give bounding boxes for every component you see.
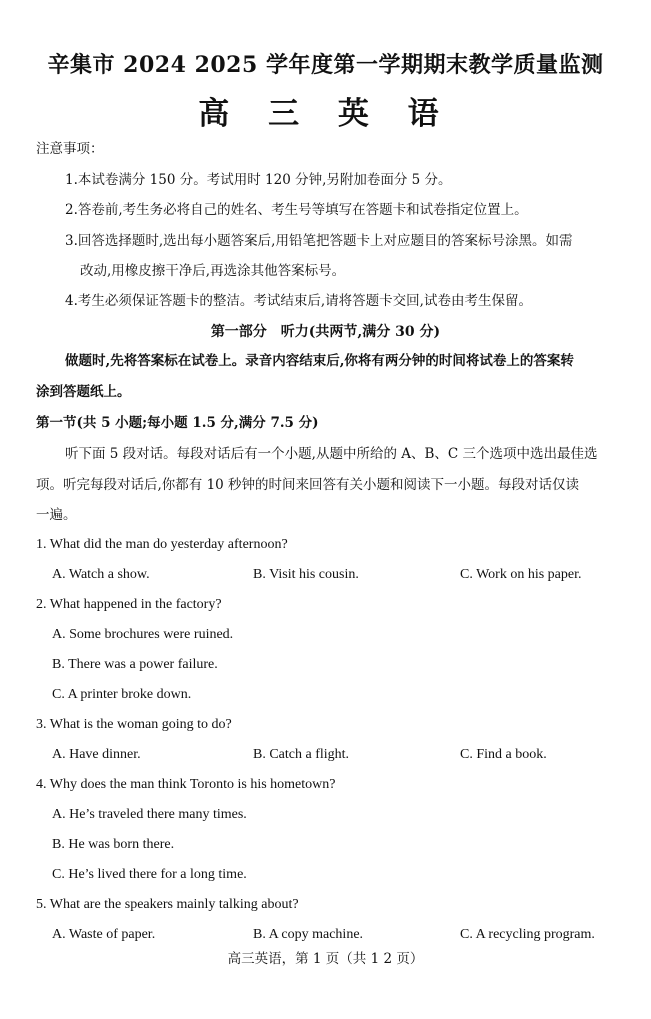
section1-instruction-3: 一遍。 xyxy=(36,507,77,523)
question-3-option-b: B. Catch a flight. xyxy=(253,747,350,762)
page-footer: 高三英语，第 1 页（共 1 2 页） xyxy=(227,951,424,967)
question-3-option-c: C. Find a book. xyxy=(460,747,547,762)
question-5-option-a: A. Waste of paper. xyxy=(52,927,156,942)
notes-heading: 注意事项： xyxy=(36,141,104,157)
section1-title: 第一节(共 5 小题;每小题 1.5 分,满分 7.5 分) xyxy=(36,415,319,431)
note-item-3: 3.回答选择题时,选出每小题答案后,用铅笔把答题卡上对应题目的答案标号涂黑。如需 xyxy=(65,233,573,249)
exam-subject: 高 三 英 语 xyxy=(198,96,453,132)
question-4-option-b: B. He was born there. xyxy=(52,837,175,852)
question-2-stem: 2. What happened in the factory? xyxy=(36,597,222,612)
part1-instruction-1: 做题时,先将答案标在试卷上。录音内容结束后,你将有两分钟的时间将试卷上的答案转 xyxy=(65,353,574,369)
question-2-option-c: C. A printer broke down. xyxy=(52,687,192,702)
question-1-stem: 1. What did the man do yesterday afternoon? xyxy=(36,537,288,552)
question-3-option-a: A. Have dinner. xyxy=(52,747,141,762)
question-5-stem: 5. What are the speakers mainly talking about? xyxy=(36,897,299,912)
note-item-4: 4.考生必须保证答题卡的整洁。考试结束后,请将答题卡交回,试卷由考生保留。 xyxy=(65,293,532,309)
question-1-option-c: C. Work on his paper. xyxy=(460,567,582,582)
note-item-2: 2.答卷前,考生务必将自己的姓名、考生号等填写在答题卡和试卷指定位置上。 xyxy=(65,202,528,218)
note-item-1: 1.本试卷满分 150 分。考试用时 120 分钟,另附加卷面分 5 分。 xyxy=(65,172,452,188)
question-5-option-c: C. A recycling program. xyxy=(460,927,595,942)
question-4-option-a: A. He’s traveled there many times. xyxy=(52,807,247,822)
question-3-stem: 3. What is the woman going to do? xyxy=(36,717,232,732)
exam-title: 辛集市 2024 2025 学年度第一学期期末教学质量监测 xyxy=(47,52,604,78)
part1-title: 第一部分 听力(共两节,满分 30 分) xyxy=(210,324,441,340)
note-item-3-cont: 改动,用橡皮擦干净后,再选涂其他答案标号。 xyxy=(80,263,346,279)
question-1-option-b: B. Visit his cousin. xyxy=(253,567,359,582)
part1-instruction-2: 涂到答题纸上。 xyxy=(36,384,131,400)
question-4-stem: 4. Why does the man think Toronto is his hometown? xyxy=(36,777,336,792)
section1-instruction-1: 听下面 5 段对话。每段对话后有一个小题,从题中所给的 A、B、C 三个选项中选出最佳选 xyxy=(65,446,598,462)
question-1-option-a: A. Watch a show. xyxy=(52,567,150,582)
section1-instruction-2: 项。听完每段对话后,你都有 10 秒钟的时间来回答有关小题和阅读下一小题。每段对话仅读 xyxy=(36,477,580,493)
question-2-option-a: A. Some brochures were ruined. xyxy=(52,627,234,642)
question-5-option-b: B. A copy machine. xyxy=(253,927,364,942)
question-4-option-c: C. He’s lived there for a long time. xyxy=(52,867,247,882)
question-2-option-b: B. There was a power failure. xyxy=(52,657,218,672)
